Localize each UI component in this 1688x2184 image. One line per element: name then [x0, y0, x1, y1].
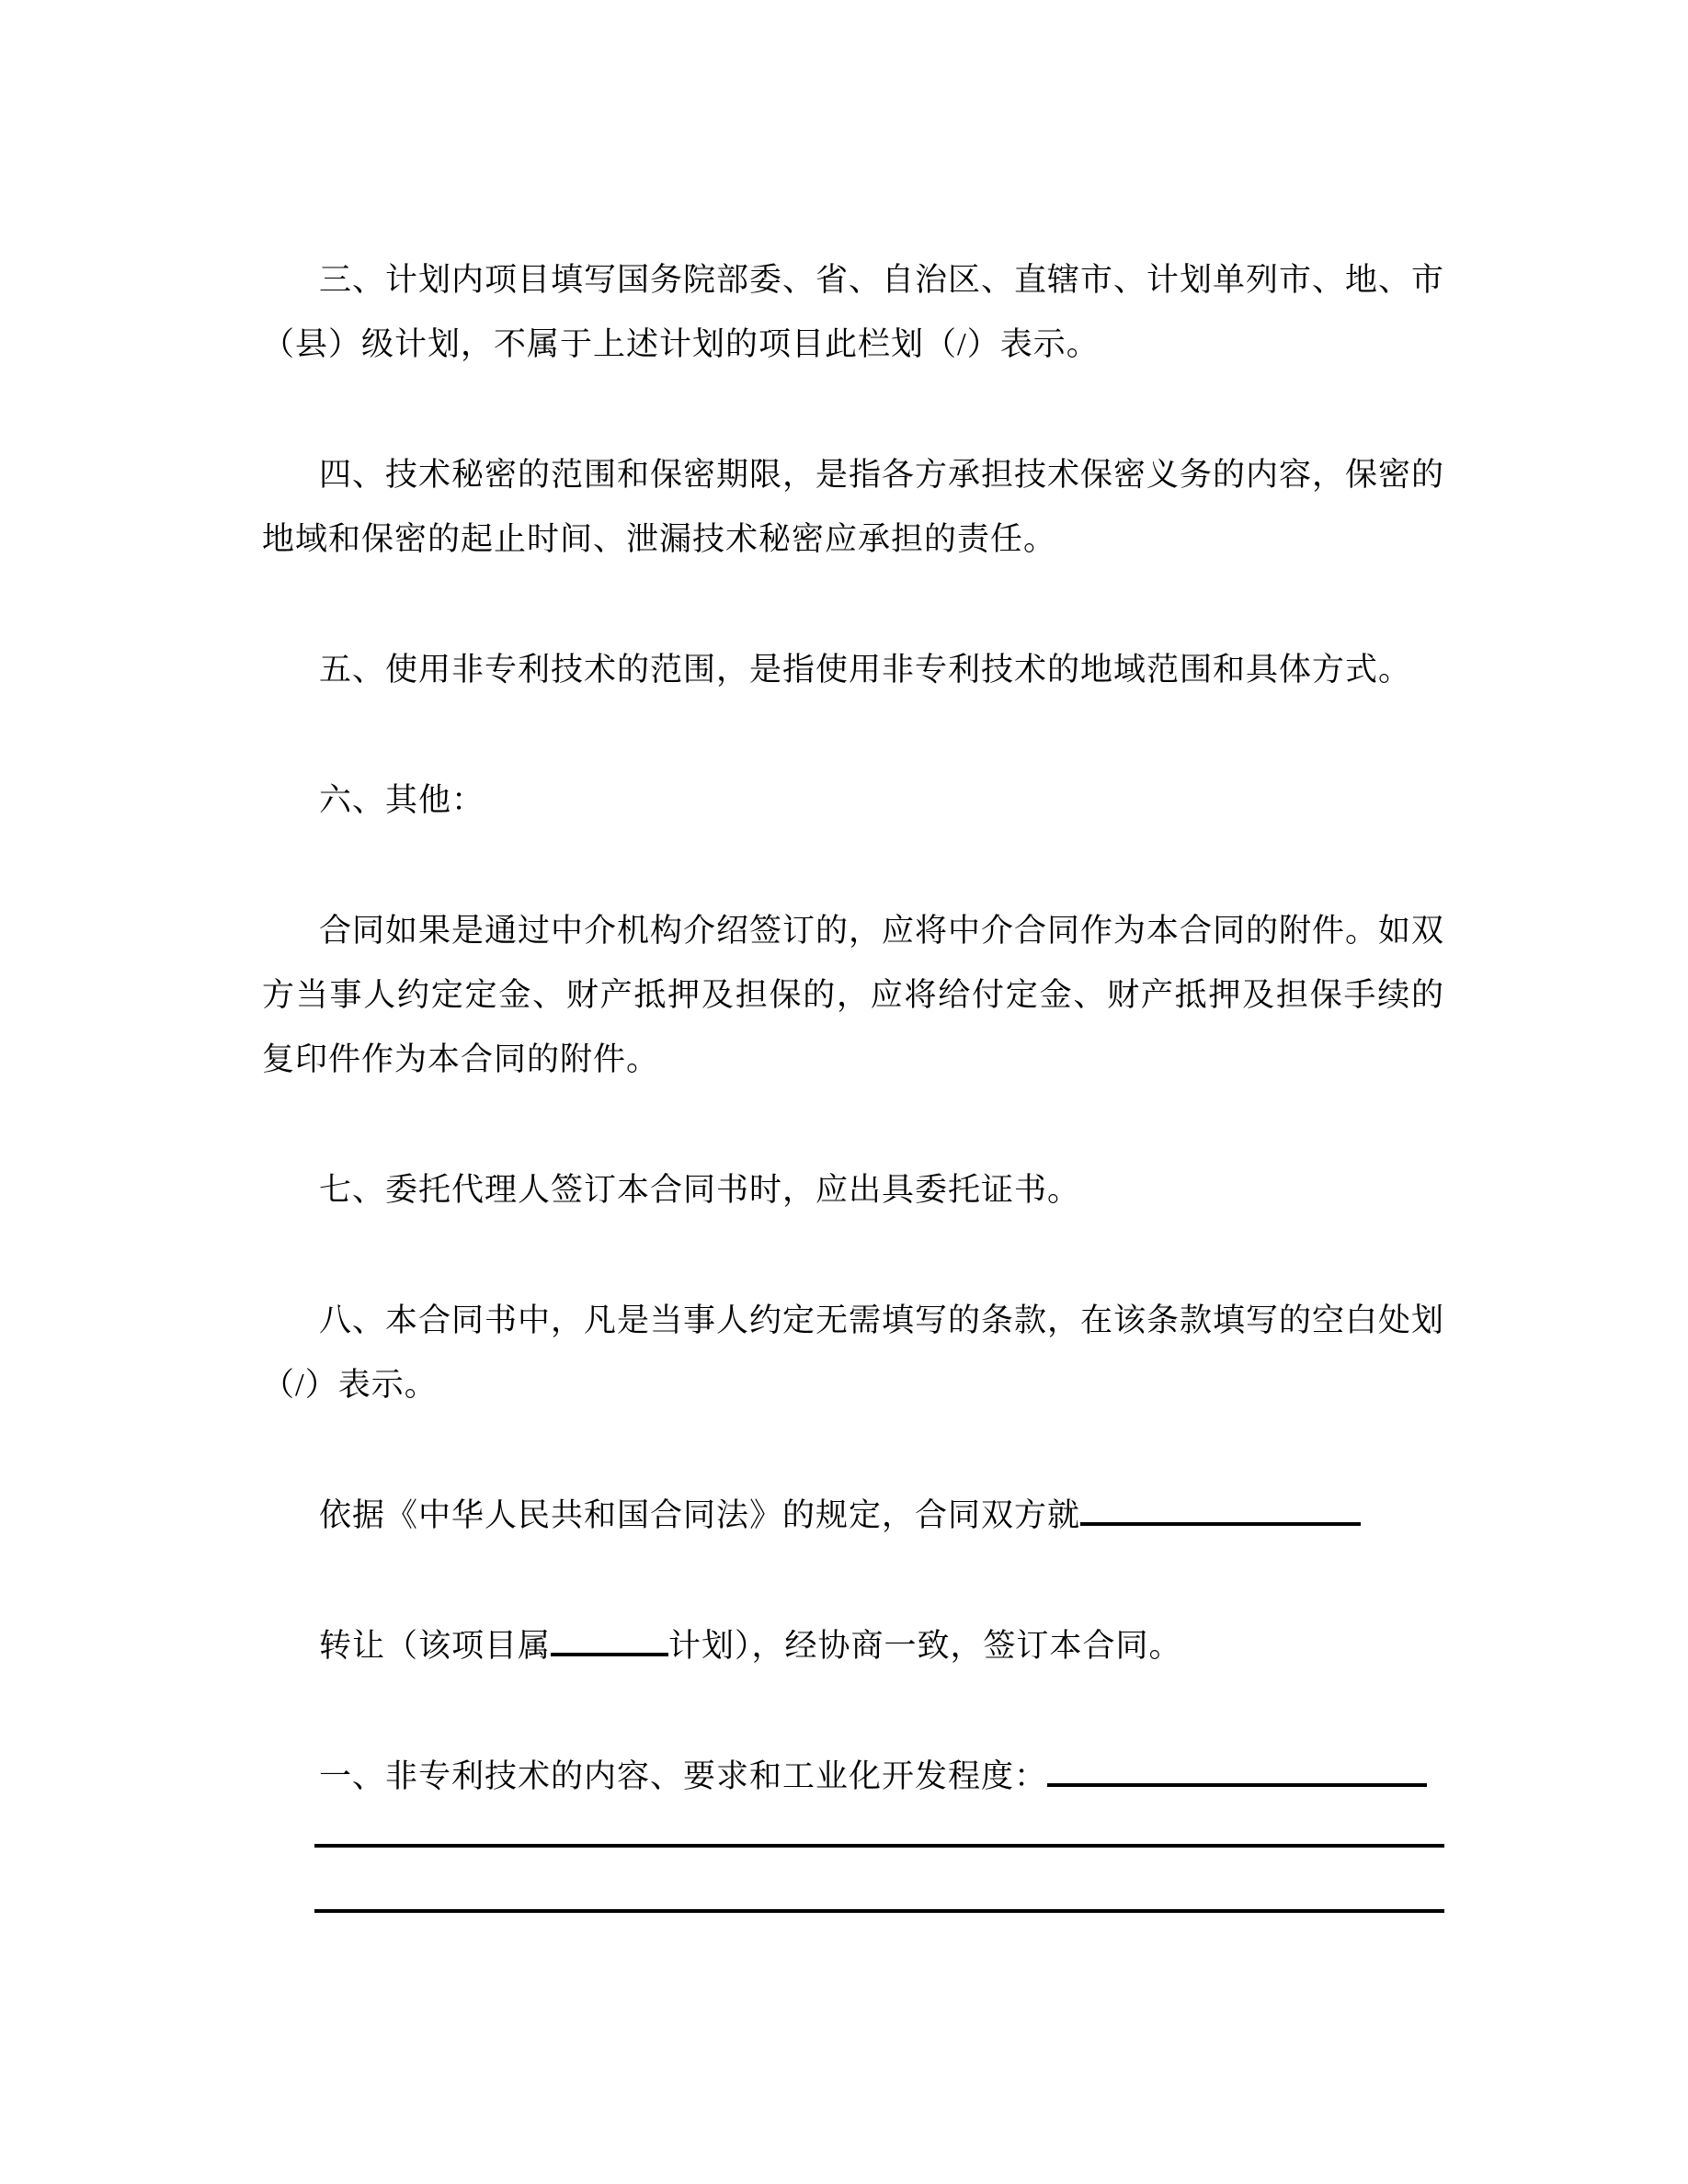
article-1-content-paragraph: [262, 1745, 1444, 1809]
clause-4-paragraph: 四、技术秘密的范围和保密期限，是指各方承担技术保密义务的内容，保密的地域和保密的起止时间、泄漏技术秘密应承担的责任。: [262, 457, 1445, 557]
blank-continuation-rule: [314, 1848, 1444, 1913]
plan-type-blank-line: [551, 1649, 668, 1656]
transfer-plan-text-after: 计划），经协商一致，签订本合同。: [668, 1628, 1182, 1664]
intermediary-attachment-paragraph: 合同如果是通过中介机构介绍签订的，应将中介合同作为本合同的附件。如双方当事人约定定金、财产抵押及担保的，应将给付定金、财产抵押及担保手续的复印件作为本合同的附件。: [262, 913, 1445, 1077]
blank-continuation-rule: [314, 1809, 1444, 1848]
content-blank-line: [1047, 1780, 1427, 1787]
clause-7-paragraph: 七、委托代理人签订本合同书时，应出具委托证书。: [319, 1172, 1081, 1208]
transfer-plan-paragraph: [262, 1614, 1444, 1678]
transfer-plan-text-before: 转让（该项目属: [319, 1628, 552, 1664]
article-1-content-text: 一、非专利技术的内容、要求和工业化开发程度：: [319, 1758, 1048, 1794]
clause-3-paragraph: 三、计划内项目填写国务院部委、省、自治区、直辖市、计划单列市、地、市（县）级计划，不属于上述计划的项目此栏划（/）表示。: [262, 262, 1445, 362]
subject-blank-line: [1080, 1519, 1361, 1526]
clause-6-paragraph: 六、其他：: [319, 782, 485, 818]
clause-8-paragraph: 八、本合同书中，凡是当事人约定无需填写的条款，在该条款填写的空白处划（/）表示。: [262, 1302, 1445, 1403]
document-body: [262, 248, 1444, 1913]
contract-law-basis-text: 依据《中华人民共和国合同法》的规定，合同双方就: [319, 1497, 1081, 1533]
clause-5-paragraph: 五、使用非专利技术的范围，是指使用非专利技术的地域范围和具体方式。: [319, 652, 1412, 688]
contract-law-basis-paragraph: [262, 1484, 1444, 1548]
